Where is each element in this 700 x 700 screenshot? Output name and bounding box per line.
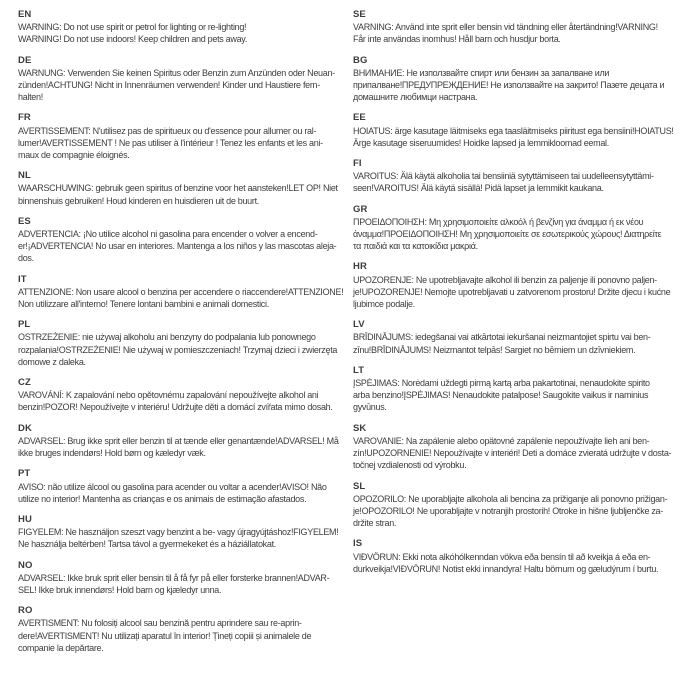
language-section-hr [353,261,700,310]
language-section-en [18,9,336,46]
language-section-sl [353,481,700,530]
language-code-label: EN [18,9,32,20]
warning-text-line: er!¡ADVERTENCIA! No usar en interiores. Mantenga a los niños y las mascotas aleja- [18,241,337,252]
language-code-label: DE [18,54,32,66]
warning-text-line: припалване!ПРЕДУПРЕЖДЕНИЕ! Не използвайте на закрито! Пазете децата и [353,80,665,91]
language-code-label: IT [18,273,27,285]
language-code-label: HU [18,513,32,525]
language-section-fi [353,158,700,195]
language-section-dk [18,422,339,460]
warning-text-line: Får inte användas inomhus! Håll barn och husdjur borta. [353,34,561,45]
warning-text-line: durkveikja!VIÐVÖRUN! Notist ekki innandyra! Haltu börnum og gæludýrum í burtu. [353,563,659,574]
language-code-label: FR [18,112,31,124]
language-code-label: NO [18,559,33,571]
language-section-ee [353,112,700,149]
warning-text-line: BRĪDINĀJUMS: iedegšanai vai atkārtotai iekuršanai neizmantojiet spirtu vai ben- [353,332,651,343]
warning-text-line: Ärge kasutage siseruumides! Hoidke lapsed ja lemmikloomad eemal. [353,137,609,148]
warning-text-line: ВНИМАНИЕ: Не използвайте спирт или бензин за запалване или [353,67,610,78]
language-section-is [353,538,700,575]
warning-text-line: utilize no interior! Mantenha as crianças e os animais de estimação afastados. [18,493,307,504]
warning-text-line: dos. [18,253,34,264]
warning-text-line: τα παιδιά και τα κατοικίδια μακριά. [353,241,478,252]
warning-text-line: UPOZORENJE: Ne upotrebljavajte alkohol ili benzin za paljenje ili ponovno paljen- [353,274,657,285]
warning-text-line: ikke bruges indendørs! Hold børn og kæledyr væk. [18,448,206,459]
warning-text-line: zīnu!BRĪDINĀJUMS! Neizmantot telpās! Sargiet no bērniem un dzīvniekiem. [353,344,636,355]
language-section-no [18,560,336,597]
language-section-pl [18,319,336,368]
warning-text-line: gyvūnus. [353,402,387,413]
warning-text-line: arba benzino!ĮSPĖJIMAS! Nenaudokite patalpose! Saugokite vaikus ir naminius [353,390,649,401]
warning-text-line: ATTENZIONE: Non usare alcool o benzina per accendere o riaccendere!ATTENZIONE! [18,286,344,297]
language-code-label: IS [353,538,363,550]
warning-text-line: домашните любимци настрана. [353,92,478,103]
language-code-label: PL [18,319,31,331]
warning-text-line: WARNING! Do not use indoors! Keep children and pets away. [18,34,248,45]
warning-text-line: FIGYELEM: Ne használjon szeszt vagy benzint a be- vagy újragyújtáshoz!FIGYELEM! [18,527,339,538]
language-code-label: EE [353,112,366,124]
warning-text-line: HOIATUS: ärge kasutage läitmiseks ega taasläitmiseks piiritust ega bensiini!HOIATUS! [353,125,674,136]
warning-text-line: AVERTISSEMENT: N'utilisez pas de spiritueux ou d'essence pour allumer ou ral- [18,125,317,136]
language-section-se [353,9,700,46]
language-code-label: NL [18,170,31,182]
warning-text-line: benzin!POZOR! Nepoužívejte v interiéru! Udržujte děti a domácí zvířata mimo dosah. [18,402,333,413]
language-section-lt [353,365,700,414]
language-code-label: FI [353,158,362,170]
warning-text-line: ADVERTENCIA: ¡No utilice alcohol ni gasolina para encender o volver a encend- [18,229,318,240]
language-code-label: DK [18,422,32,434]
language-section-nl [18,170,336,207]
warning-text-line: seen!VAROITUS! Älä käytä sisällä! Pidä lapset ja lemmikit kaukana. [353,183,604,194]
language-section-ro [18,605,336,654]
warning-text-line: domowe z daleka. [18,356,86,367]
warning-text-line: OSTRZEŻENIE: nie używaj alkoholu ani benzyny do podpalania lub ponownego [18,332,316,343]
warning-text-line: VAROITUS: Älä käytä alkoholia tai bensiiniä sytyttämiseen tai uudelleensytyttämi- [353,171,654,182]
language-code-label: PT [18,468,31,480]
warning-text-line: je!OPOZORILO! Ne uporabljajte v notranjih prostorih! Otroke in hišne ljubljenčke za- [353,505,663,516]
warning-text-line: lumer!AVERTISSEMENT ! Ne pas utiliser à l'intérieur ! Tenez les enfants et les ani- [18,137,323,148]
language-code-label: ES [18,215,31,227]
warning-text-line: je!UPOZORENJE! Nemojte upotrebljavati u zatvorenom prostoru! Držite djecu i kućne [353,286,671,297]
language-code-label: RO [18,605,33,617]
warning-text-line: OPOZORILO: Ne uporabljajte alkohola ali bencina za prižiganje ali ponovno prižigan- [353,493,668,504]
warning-text-line: ljubimce podalje. [353,299,415,310]
warning-text-line: točnej vzdialenosti od výrobku. [353,460,467,471]
language-code-label: SK [353,422,367,434]
warning-text-line: zünden!ACHTUNG! Nicht in Innenräumen verwenden! Kinder und Haustiere fern- [18,80,320,91]
language-section-de [18,55,336,104]
warning-text-line: maux de compagnie éloignés. [18,150,130,161]
language-section-cz [18,377,336,414]
language-code-label: LV [353,319,365,331]
language-section-pt [18,468,336,505]
warning-text-line: binnenshuis gebruiken! Houd kinderen en huisdieren uit de buurt. [18,195,259,206]
warning-text-line: rozpalania!OSTRZEŻENIE! Nie używaj w pomieszczeniach! Trzymaj dzieci i zwierzęta [18,344,338,355]
warning-text-line: WARNUNG: Verwenden Sie keinen Spiritus oder Benzin zum Anzünden oder Neuan- [18,67,335,78]
warning-text-line: ΠΡΟΕΙΔΟΠΟΙΗΣΗ: Μη χρησιμοποιείτε αλκοόλ ή βενζίνη για άναμμα ή εκ νέου [353,216,644,227]
warning-text-line: VARNING: Använd inte sprit eller bensin vid tändning eller återtändning!VARNING! [353,22,658,33]
warning-text-line: držite stran. [353,518,397,529]
warning-text-line: dere!AVERTISMENT! Nu utilizați aparatul în interior! Țineți copiii și animalele de [18,630,312,641]
warning-text-line: companie la depărtare. [18,642,104,653]
warning-text-line: SEL! Ikke bruk innendørs! Hold barn og kjæledyr unna. [18,584,222,595]
warning-text-line: WAARSCHUWING: gebruik geen spiritus of benzine voor het aansteken!LET OP! Niet [18,183,338,194]
warning-text-line: ĮSPĖJIMAS: Norėdami uždegti pirmą kartą arba pakartotinai, nenaudokite spirito [353,378,650,389]
language-code-label: CZ [18,377,31,389]
warning-text-line: ADVARSEL: Ikke bruk sprit eller bensin til å få fyr på eller forsterke brannen!ADVAR- [18,572,330,583]
language-section-gr [353,204,700,253]
warning-text-line: Non utilizzare all'interno! Tenere lontani bambini e animali domestici. [18,299,269,310]
language-code-label: GR [353,203,368,215]
warning-text-line: VAROVÁNÍ: K zapalování nebo opětovnému zapalování nepoužívejte alkohol ani [18,390,319,401]
language-section-es [18,216,336,265]
language-code-label: SE [353,9,366,20]
language-code-label: HR [353,261,367,273]
warning-text-line: ADVARSEL: Brug ikke sprit eller benzin til at tænde eller genantænde!ADVARSEL! Må [18,435,339,446]
warning-column-right [353,9,700,584]
language-section-bg [353,55,700,104]
warning-text-line: AVERTISMENT: Nu folosiți alcool sau benzină pentru aprindere sau re-aprin- [18,618,302,629]
language-section-hu [18,513,339,551]
language-code-label: SL [353,480,366,492]
warning-text-line: AVISO: não utilize álcool ou gasolina para acender ou voltar a acender!AVISO! Não [18,481,327,492]
language-section-lv [353,319,700,356]
warning-text-line: WARNING: Do not use spirit or petrol for lighting or re-lighting! [18,22,247,33]
warning-text-line: halten! [18,92,43,103]
language-section-it [18,273,344,311]
language-code-label: LT [353,364,365,376]
warning-column-left [18,9,344,663]
warning-text-line: zín!UPOZORNENIE! Nepoužívajte v interiéri! Deti a domáce zvieratá udržujte v dosta- [353,448,672,459]
warning-text-line: Ne használja beltérben! Tartsa távol a gyermekeket és a háziállatokat. [18,539,276,550]
warning-text-line: VIÐVÖRUN: Ekki nota alkóhólkenndan vökva eða bensín til að kveikja á eða en- [353,551,651,562]
language-section-fr [18,112,336,161]
warning-text-line: άναμμα!ΠΡΟΕΙΔΟΠΟΙΗΣΗ! Μη χρησιμοποιείτε σε εσωτερικούς χώρους! Διατηρείτε [353,229,662,240]
warning-text-line: VAROVANIE: Na zapálenie alebo opätovné zapálenie nepoužívajte lieh ani ben- [353,435,650,446]
language-section-sk [353,423,700,472]
language-code-label: BG [353,54,368,66]
